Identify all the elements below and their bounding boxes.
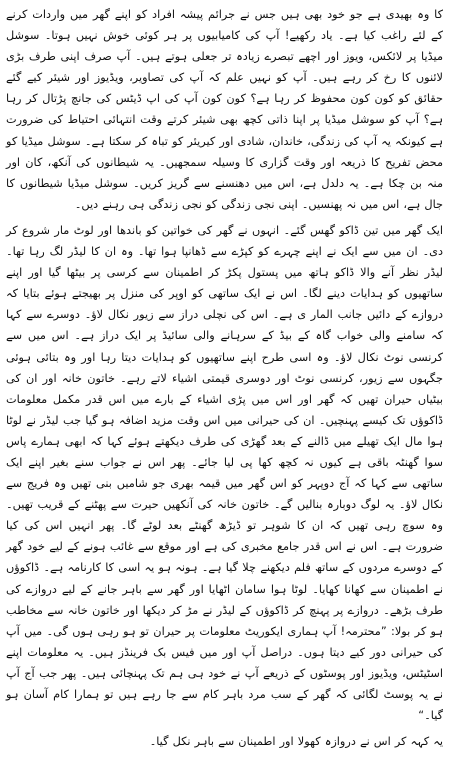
paragraph-social-media-warning: کا وہ بھیدی ہے جو خود بھی ہیں جس نے جرائم پیشہ افراد کو اپنے گھر میں واردات کرنے کے لئے راغب کیا ہے۔ یاد رکھیے! آپ کی کامیابیوں پر ہر کوئی خوش نہیں ہوتا۔ سوشل میڈیا پر لائکس، ویوز اور اچھے تبصرے زیادہ تر جعلی ہوتے ہیں۔ آپ صرف اپنی طرف بڑی لائنوں کا رخ کر رہے ہیں۔ آپ کو نہیں علم کہ آپ کی تصاویر، ویڈیوز اور شیئر کیے گئے حقائق کو کون کون محفوظ کر رہا ہے؟ کون کون آپ کی اپ ڈیٹس کی جانچ پڑتال کر رہا ہے؟ آپ کو سوشل میڈیا پر اپنا ذاتی کچھ بھی شیئر کرتے وقت انتہائی احتیاط کی ضرورت ہے کیونکہ یہ آپ کی زندگی، خاندان، شادی اور کیریئر کو تباہ کر سکتا ہے۔ سوشل میڈیا کو محض تفریح کا ذریعہ اور وقت گزاری کا وسیلہ سمجھیں۔ یہ شیطانوں کی آنکھ، کان اور منہ بن چکا ہے۔ یہ دلدل ہے، اس میں دھنسنے سے گریز کریں۔ سوشل میڈیا شیطانوں کا جال ہے، اس میں نہ پھنسیں۔ اپنی نجی زندگی کو نجی زندگی ہی رہنے دیں۔ (6, 8, 443, 211)
paragraph-robbery-story: ایک گھر میں تین ڈاکو گھس گئے۔ انہوں نے گھر کی خواتین کو باندھا اور لوٹ مار شروع کر دی۔ ان میں سے ایک نے اپنے چہرے کو کپڑے سے ڈھانپا ہوا تھا۔ وہ ان کا لیڈر لگ رہا تھا۔ لیڈر نظر آنے والا ڈاکو ہاتھ میں پستول پکڑ کر اطمینان سے کرسی پر بیٹھا گیا اور اپنے ساتھیوں کو ہدایات دینے لگا۔ اس نے ایک ساتھی کو اوپر کی منزل پر بھیجتے ہوئے بتایا کہ دروازے کے دائیں جانب المار ی ہے۔ اس کی نچلی دراز سے زیور نکال لاؤ۔ دوسرے سے کہا کہ سامنے والی خواب گاہ کے بیڈ کے سرہانے والی سائیڈ پر ایک دراز ہے۔ اس میں سے کرنسی نوٹ نکال لاؤ۔ وہ اسی طرح اپنے ساتھیوں کو ہدایات دیتا رہا اور وہ بتائی ہوئی جگہوں سے زیور، کرنسی نوٹ اور دوسری قیمتی اشیاء لاتے رہے۔ خاتون خانہ اور ان کی بیٹیاں حیران تھیں کہ گھر اور اس میں پڑی اشیاء کے بارے میں اس قدر مکمل معلومات ڈاکوؤں تک کیسے پہنچیں۔ ان کی حیرانی میں اس وقت مزید اضافہ ہو گیا جب لیڈر نے لوٹا ہوا مال ایک تھیلے میں ڈالنے کے بعد گھڑی کی طرف دیکھتے ہوئے کہا کہ ابھی ہمارے پاس سوا گھنٹہ باقی ہے کیوں نہ کچھ کھا پی لیا جائے۔ پھر اس نے جواب سنے بغیر اپنے ایک ساتھی سے کہا کہ آج دوپہر کو اس گھر میں قیمہ بھری جو شامیں بنی تھیں وہ فریج سے نکال لاؤ۔ یہ لوگ دوبارہ بنالیں گے۔ خاتون خانہ کی آنکھیں حیرت سے پھٹنے کے قریب تھیں۔ وہ سوچ رہی تھیں کہ ان کا شوہر تو ڈیڑھ گھنٹے بعد لوٹے گا۔ پھر انہیں اس کی کیا ضرورت ہے۔ اس نے اس قدر جامع مخبری کی ہے اور موقع سے غائب ہونے کے لیے خود گھر کے دوسرے مردوں کے ساتھ فلم دیکھنے چلا گیا ہے۔ ہونہ ہو یہ اسی کا کارنامہ ہے۔ ڈاکوؤں نے اطمینان سے کھانا کھایا۔ لوٹا ہوا سامان اٹھایا اور گھر سے باہر جانے کے لیے دروازے کی طرف بڑھے۔ دروازے پر پہنچ کر ڈاکوؤں کے لیڈر نے مڑ کر دیکھا اور خاتون خانہ سے مخاطب ہو کر بولا: ”محترمہ! آپ ہماری ایکوریٹ معلومات پر حیران تو ہو رہی ہوں گی۔ میں آپ کی حیرانی دور کیے دیتا ہوں۔ دراصل آپ اور میں فیس بک فرینڈز ہیں۔ یہ معلومات اپنے اسٹیٹس، ویڈیوز اور پوسٹوں کے ذریعے آپ نے خود ہی ہم تک پہنچائی ہیں۔ پھر جب آج آپ نے یہ پوسٹ لگائی کہ گھر کے سب مرد باہر کام سے جا رہے ہیں تو ہمارا کام آسان ہو گیا۔“ (6, 223, 443, 723)
article-body (6, 4, 443, 763)
paragraph-closing-line: یہ کہہ کر اس نے دروازہ کھولا اور اطمینان سے باہر نکل گیا۔ (149, 735, 443, 749)
